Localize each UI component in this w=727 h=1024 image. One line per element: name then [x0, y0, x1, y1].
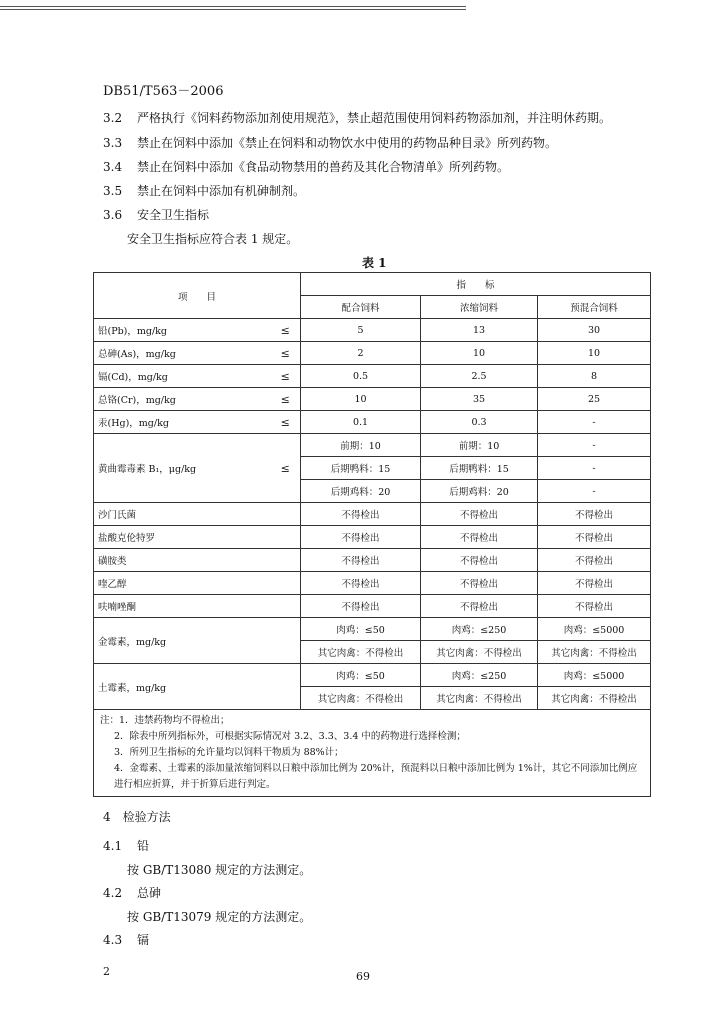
cell: - — [538, 457, 651, 480]
row-item: 喹乙醇 — [94, 572, 301, 595]
cell: 10 — [538, 342, 651, 365]
subsection-title: 镉 — [137, 933, 150, 947]
table-notes — [94, 710, 651, 797]
subsection-number: 4.3 — [103, 933, 123, 947]
cell: 肉鸡：≤250 — [421, 618, 538, 641]
cell: 不得检出 — [538, 549, 651, 572]
cell: 其它肉禽：不得检出 — [421, 641, 538, 664]
cell: 不得检出 — [301, 572, 421, 595]
row-item: 镉(Cd)，mg/kg — [94, 365, 271, 388]
table-notes-row — [94, 710, 651, 797]
column-header: 预混合饲料 — [538, 296, 651, 319]
clause-text: 安全卫生指标 — [137, 208, 210, 222]
cell: 不得检出 — [421, 572, 538, 595]
table-row — [94, 572, 651, 595]
cell: - — [538, 480, 651, 503]
le-symbol: ≤ — [271, 342, 301, 365]
row-item: 总砷(As)，mg/kg — [94, 342, 271, 365]
note-line: 2．除表中所列指标外，可根据实际情况对 3.2、3.3、3.4 中的药物进行选择检测； — [114, 731, 466, 742]
row-item: 金霉素，mg/kg — [94, 618, 301, 664]
subsection-4-1 — [103, 837, 149, 854]
cell: 其它肉禽：不得检出 — [301, 641, 421, 664]
clause-number: 3.4 — [103, 160, 123, 174]
cell: 肉鸡：≤5000 — [538, 664, 651, 687]
table-row — [94, 388, 651, 411]
section-4-title: 4 检验方法 — [103, 810, 171, 824]
table-caption: 表 1 — [362, 256, 387, 270]
note-line: 3．所列卫生指标的允许量均以饲料干物质为 88%计； — [114, 747, 344, 758]
cell: 8 — [538, 365, 651, 388]
row-item: 磺胺类 — [94, 549, 301, 572]
table-row — [94, 365, 651, 388]
top-rule — [0, 6, 466, 7]
row-item: 盐酸克伦特罗 — [94, 526, 301, 549]
clause-text: 禁止在饲料中添加《禁止在饲料和动物饮水中使用的药物品种目录》所列药物。 — [137, 136, 558, 150]
le-symbol: ≤ — [271, 388, 301, 411]
cell: 不得检出 — [301, 549, 421, 572]
cell: 不得检出 — [538, 572, 651, 595]
intro-text: 安全卫生指标应符合表 1 规定。 — [127, 232, 299, 246]
row-item: 沙门氏菌 — [94, 503, 301, 526]
subsection-title: 总砷 — [137, 886, 162, 900]
clause-number: 3.2 — [103, 111, 123, 125]
cell: 后期鸡料：20 — [301, 480, 421, 503]
row-item: 土霉素，mg/kg — [94, 664, 301, 710]
le-symbol: ≤ — [271, 365, 301, 388]
cell: 10 — [301, 388, 421, 411]
cell: 0.1 — [301, 411, 421, 434]
le-symbol: ≤ — [271, 319, 301, 342]
row-item: 汞(Hg)，mg/kg — [94, 411, 271, 434]
cell: 0.3 — [421, 411, 538, 434]
clause-text: 严格执行《饲料药物添加剂使用规范》，禁止超范围使用饲料药物添加剂，并注明休药期。 — [137, 111, 612, 125]
clause-3-6 — [103, 206, 209, 223]
page-number-center: 69 — [356, 970, 370, 983]
cell: 2.5 — [421, 365, 538, 388]
cell: 25 — [538, 388, 651, 411]
cell: 不得检出 — [301, 526, 421, 549]
clause-3-5 — [103, 182, 305, 199]
table-row — [94, 503, 651, 526]
cell: 13 — [421, 319, 538, 342]
cell: 其它肉禽：不得检出 — [538, 687, 651, 710]
subsection-number: 4.2 — [103, 886, 123, 900]
table-header-row — [94, 273, 651, 296]
cell: 前期：10 — [301, 434, 421, 457]
cell: - — [538, 434, 651, 457]
le-symbol: ≤ — [271, 434, 301, 503]
table-row — [94, 342, 651, 365]
cell: 肉鸡：≤5000 — [538, 618, 651, 641]
row-item: 黄曲霉毒素 B₁，μg/kg — [94, 434, 271, 503]
clause-3-3 — [103, 134, 557, 151]
le-symbol: ≤ — [271, 411, 301, 434]
table-row — [94, 434, 651, 457]
column-header: 配合饲料 — [301, 296, 421, 319]
column-header: 浓缩饲料 — [421, 296, 538, 319]
cell: 不得检出 — [421, 595, 538, 618]
cell: 后期鸡料：20 — [421, 480, 538, 503]
subsection-4-1-text: 按 GB/T13080 规定的方法测定。 — [127, 863, 312, 877]
cell: 肉鸡：≤50 — [301, 618, 421, 641]
table-row — [94, 595, 651, 618]
clause-3-2 — [103, 109, 611, 126]
cell: 不得检出 — [301, 503, 421, 526]
cell: 2 — [301, 342, 421, 365]
subsection-4-2 — [103, 884, 161, 901]
top-rule-2 — [0, 9, 466, 10]
cell: 其它肉禽：不得检出 — [538, 641, 651, 664]
cell: 5 — [301, 319, 421, 342]
subsection-4-2-text: 按 GB/T13079 规定的方法测定。 — [127, 910, 312, 924]
header-index: 指 标 — [301, 273, 651, 296]
note-line: 4．金霉素、土霉素的添加量浓缩饲料以日粮中添加比例为 20%计，预混料以日粮中添加比例为 1%计，其它不同添加比例应进行相应折算，并于折算后进行判定。 — [114, 763, 638, 790]
table-row — [94, 411, 651, 434]
table-row — [94, 549, 651, 572]
standard-number: DB51/T563－2006 — [103, 84, 224, 99]
cell: 不得检出 — [421, 503, 538, 526]
table-row — [94, 319, 651, 342]
cell: 不得检出 — [301, 595, 421, 618]
clause-3-4 — [103, 158, 509, 175]
clause-number: 3.5 — [103, 184, 123, 198]
clause-text: 禁止在饲料中添加《食品动物禁用的兽药及其化合物清单》所列药物。 — [137, 160, 510, 174]
clause-text: 禁止在饲料中添加有机砷制剂。 — [137, 184, 306, 198]
subsection-number: 4.1 — [103, 839, 123, 853]
cell: 其它肉禽：不得检出 — [421, 687, 538, 710]
subsection-title: 铅 — [137, 839, 150, 853]
cell: - — [538, 411, 651, 434]
cell: 不得检出 — [421, 526, 538, 549]
hygiene-index-table — [93, 272, 651, 797]
table-row — [94, 664, 651, 687]
cell: 后期鸭料：15 — [421, 457, 538, 480]
subsection-4-3 — [103, 931, 149, 948]
cell: 后期鸭料：15 — [301, 457, 421, 480]
clause-number: 3.6 — [103, 208, 123, 222]
cell: 10 — [421, 342, 538, 365]
cell: 不得检出 — [538, 595, 651, 618]
clause-number: 3.3 — [103, 136, 123, 150]
cell: 不得检出 — [538, 503, 651, 526]
cell: 肉鸡：≤50 — [301, 664, 421, 687]
cell: 肉鸡：≤250 — [421, 664, 538, 687]
table-row — [94, 618, 651, 641]
header-item: 项 目 — [94, 273, 301, 319]
row-item: 呋喃唑酮 — [94, 595, 301, 618]
row-item: 铅(Pb)，mg/kg — [94, 319, 271, 342]
page-number-left: 2 — [103, 965, 110, 978]
cell: 30 — [538, 319, 651, 342]
cell: 不得检出 — [538, 526, 651, 549]
cell: 其它肉禽：不得检出 — [301, 687, 421, 710]
row-item: 总铬(Cr)，mg/kg — [94, 388, 271, 411]
cell: 前期：10 — [421, 434, 538, 457]
cell: 0.5 — [301, 365, 421, 388]
cell: 35 — [421, 388, 538, 411]
note-line: 注：1．违禁药物均不得检出； — [100, 715, 230, 726]
table-row — [94, 526, 651, 549]
cell: 不得检出 — [421, 549, 538, 572]
